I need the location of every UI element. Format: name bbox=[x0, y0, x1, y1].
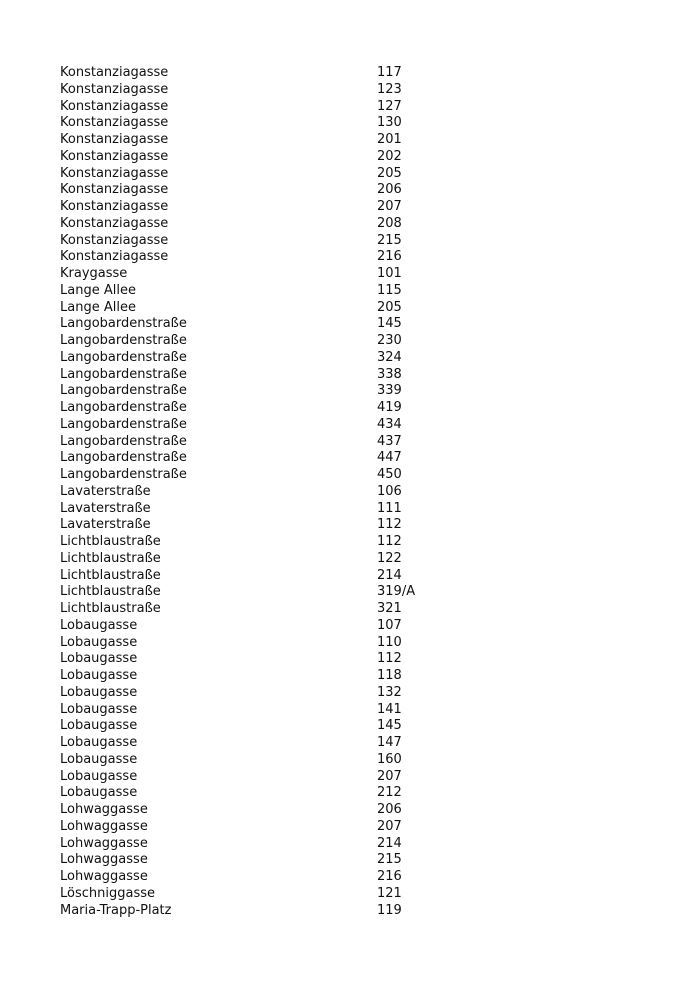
house-number-cell: 160 bbox=[377, 751, 402, 767]
house-number-cell: 437 bbox=[377, 433, 402, 449]
table-row bbox=[60, 501, 480, 518]
house-number-cell: 111 bbox=[377, 500, 402, 516]
street-name-cell: Lobaugasse bbox=[60, 735, 138, 750]
house-number-cell: 130 bbox=[377, 115, 402, 131]
table-row bbox=[60, 685, 480, 702]
house-number-cell: 321 bbox=[377, 601, 402, 616]
house-number-cell: 215 bbox=[377, 232, 402, 248]
street-name-cell: Lobaugasse bbox=[60, 617, 138, 633]
street-name-cell: Lavaterstraße bbox=[60, 500, 151, 516]
house-number-cell: 201 bbox=[377, 132, 402, 147]
table-row bbox=[60, 99, 480, 116]
table-row bbox=[60, 400, 480, 417]
house-number-cell: 147 bbox=[377, 735, 402, 750]
street-name-cell: Kraygasse bbox=[60, 266, 128, 281]
house-number-cell: 214 bbox=[377, 835, 402, 851]
table-row bbox=[60, 350, 480, 367]
house-number-cell: 206 bbox=[377, 802, 402, 817]
table-row bbox=[60, 199, 480, 216]
street-name-cell: Lange Allee bbox=[60, 282, 136, 298]
table-row bbox=[60, 802, 480, 819]
table-row bbox=[60, 869, 480, 886]
table-row bbox=[60, 434, 480, 451]
street-name-cell: Konstanziagasse bbox=[60, 215, 169, 231]
table-row bbox=[60, 635, 480, 652]
house-number-cell: 202 bbox=[377, 148, 402, 164]
house-number-cell: 338 bbox=[377, 366, 402, 382]
street-name-cell: Langobardenstraße bbox=[60, 416, 187, 432]
table-row bbox=[60, 283, 480, 300]
street-name-cell: Langobardenstraße bbox=[60, 383, 187, 399]
house-number-cell: 207 bbox=[377, 818, 402, 834]
table-row bbox=[60, 233, 480, 250]
street-name-cell: Lobaugasse bbox=[60, 718, 138, 734]
street-name-cell: Langobardenstraße bbox=[60, 467, 187, 482]
street-name-cell: Lichtblaustraße bbox=[60, 584, 161, 600]
street-name-cell: Lichtblaustraße bbox=[60, 550, 161, 566]
street-name-cell: Konstanziagasse bbox=[60, 132, 169, 147]
street-name-cell: Lavaterstraße bbox=[60, 517, 151, 533]
table-row bbox=[60, 132, 480, 149]
street-name-cell: Konstanziagasse bbox=[60, 65, 169, 80]
table-row bbox=[60, 903, 480, 920]
table-row bbox=[60, 735, 480, 752]
house-number-cell: 122 bbox=[377, 550, 402, 566]
house-number-cell: 447 bbox=[377, 450, 402, 466]
street-name-cell: Lobaugasse bbox=[60, 651, 138, 667]
street-name-cell: Langobardenstraße bbox=[60, 433, 187, 449]
street-name-cell: Langobardenstraße bbox=[60, 333, 187, 348]
house-number-cell: 216 bbox=[377, 249, 402, 265]
house-number-cell: 112 bbox=[377, 651, 402, 667]
house-number-cell: 207 bbox=[377, 768, 402, 784]
table-row bbox=[60, 836, 480, 853]
table-row bbox=[60, 769, 480, 786]
house-number-cell: 118 bbox=[377, 668, 402, 683]
house-number-cell: 101 bbox=[377, 266, 402, 281]
house-number-cell: 132 bbox=[377, 684, 402, 700]
house-number-cell: 434 bbox=[377, 416, 402, 432]
table-row bbox=[60, 166, 480, 183]
street-name-cell: Lobaugasse bbox=[60, 668, 138, 683]
table-row bbox=[60, 601, 480, 618]
street-name-cell: Lohwaggasse bbox=[60, 818, 148, 834]
house-number-cell: 230 bbox=[377, 333, 402, 348]
house-number-cell: 216 bbox=[377, 869, 402, 884]
house-number-cell: 319/A bbox=[377, 584, 416, 600]
table-row bbox=[60, 819, 480, 836]
house-number-cell: 215 bbox=[377, 852, 402, 868]
table-row bbox=[60, 517, 480, 534]
table-row bbox=[60, 149, 480, 166]
street-name-cell: Konstanziagasse bbox=[60, 182, 169, 198]
street-name-cell: Lobaugasse bbox=[60, 684, 138, 700]
table-row bbox=[60, 785, 480, 802]
house-number-cell: 205 bbox=[377, 299, 402, 315]
table-row bbox=[60, 82, 480, 99]
street-name-cell: Konstanziagasse bbox=[60, 165, 169, 181]
house-number-cell: 107 bbox=[377, 617, 402, 633]
house-number-cell: 112 bbox=[377, 517, 402, 533]
street-name-cell: Langobardenstraße bbox=[60, 450, 187, 466]
address-table bbox=[60, 65, 480, 919]
house-number-cell: 214 bbox=[377, 567, 402, 583]
table-row bbox=[60, 300, 480, 317]
street-name-cell: Konstanziagasse bbox=[60, 98, 169, 114]
table-row bbox=[60, 65, 480, 82]
street-name-cell: Lobaugasse bbox=[60, 634, 138, 650]
street-name-cell: Langobardenstraße bbox=[60, 316, 187, 332]
street-name-cell: Lange Allee bbox=[60, 299, 136, 315]
street-name-cell: Maria-Trapp-Platz bbox=[60, 902, 172, 918]
table-row bbox=[60, 182, 480, 199]
street-name-cell: Lohwaggasse bbox=[60, 869, 148, 884]
table-row bbox=[60, 568, 480, 585]
street-name-cell: Lichtblaustraße bbox=[60, 534, 161, 549]
house-number-cell: 208 bbox=[377, 215, 402, 231]
street-name-cell: Konstanziagasse bbox=[60, 199, 169, 214]
street-name-cell: Konstanziagasse bbox=[60, 232, 169, 248]
house-number-cell: 145 bbox=[377, 718, 402, 734]
table-row bbox=[60, 534, 480, 551]
street-name-cell: Lavaterstraße bbox=[60, 483, 151, 499]
table-row bbox=[60, 367, 480, 384]
street-name-cell: Langobardenstraße bbox=[60, 349, 187, 365]
street-name-cell: Lobaugasse bbox=[60, 768, 138, 784]
table-row bbox=[60, 216, 480, 233]
house-number-cell: 121 bbox=[377, 885, 402, 901]
house-number-cell: 207 bbox=[377, 199, 402, 214]
house-number-cell: 106 bbox=[377, 483, 402, 499]
house-number-cell: 419 bbox=[377, 400, 402, 415]
house-number-cell: 212 bbox=[377, 785, 402, 801]
table-row bbox=[60, 467, 480, 484]
house-number-cell: 117 bbox=[377, 65, 402, 80]
table-row bbox=[60, 484, 480, 501]
house-number-cell: 141 bbox=[377, 701, 402, 717]
table-row bbox=[60, 752, 480, 769]
street-name-cell: Konstanziagasse bbox=[60, 249, 169, 265]
street-name-cell: Konstanziagasse bbox=[60, 115, 169, 131]
table-row bbox=[60, 450, 480, 467]
table-row bbox=[60, 417, 480, 434]
table-row bbox=[60, 702, 480, 719]
street-name-cell: Langobardenstraße bbox=[60, 400, 187, 415]
street-name-cell: Lohwaggasse bbox=[60, 802, 148, 817]
house-number-cell: 112 bbox=[377, 534, 402, 549]
street-name-cell: Löschniggasse bbox=[60, 885, 155, 901]
house-number-cell: 450 bbox=[377, 467, 402, 482]
table-row bbox=[60, 718, 480, 735]
street-name-cell: Lobaugasse bbox=[60, 785, 138, 801]
house-number-cell: 119 bbox=[377, 902, 402, 918]
house-number-cell: 324 bbox=[377, 349, 402, 365]
table-row bbox=[60, 249, 480, 266]
house-number-cell: 205 bbox=[377, 165, 402, 181]
street-name-cell: Lichtblaustraße bbox=[60, 601, 161, 616]
table-row bbox=[60, 383, 480, 400]
house-number-cell: 115 bbox=[377, 282, 402, 298]
house-number-cell: 145 bbox=[377, 316, 402, 332]
table-row bbox=[60, 651, 480, 668]
table-row bbox=[60, 668, 480, 685]
street-name-cell: Lobaugasse bbox=[60, 751, 138, 767]
house-number-cell: 127 bbox=[377, 98, 402, 114]
street-name-cell: Konstanziagasse bbox=[60, 81, 169, 97]
house-number-cell: 339 bbox=[377, 383, 402, 399]
table-row bbox=[60, 266, 480, 283]
street-name-cell: Konstanziagasse bbox=[60, 148, 169, 164]
table-row bbox=[60, 316, 480, 333]
street-name-cell: Lobaugasse bbox=[60, 701, 138, 717]
table-row bbox=[60, 886, 480, 903]
table-row bbox=[60, 551, 480, 568]
street-name-cell: Langobardenstraße bbox=[60, 366, 187, 382]
street-name-cell: Lohwaggasse bbox=[60, 852, 148, 868]
street-name-cell: Lohwaggasse bbox=[60, 835, 148, 851]
house-number-cell: 110 bbox=[377, 634, 402, 650]
table-row bbox=[60, 333, 480, 350]
table-row bbox=[60, 618, 480, 635]
street-name-cell: Lichtblaustraße bbox=[60, 567, 161, 583]
house-number-cell: 123 bbox=[377, 81, 402, 97]
house-number-cell: 206 bbox=[377, 182, 402, 198]
table-row bbox=[60, 115, 480, 132]
table-row bbox=[60, 584, 480, 601]
table-row bbox=[60, 852, 480, 869]
